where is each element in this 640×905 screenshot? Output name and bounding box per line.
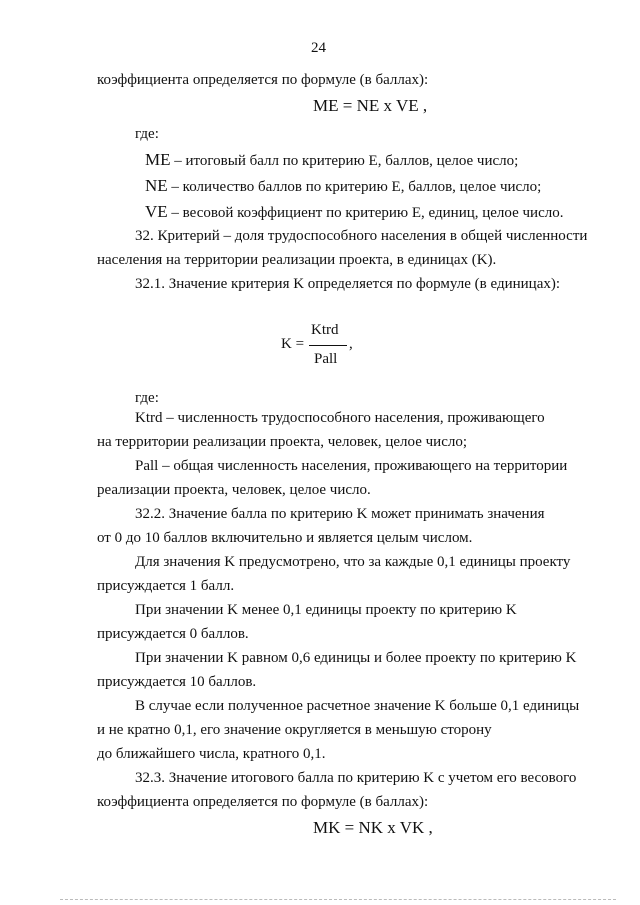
definition-ktrd-line1: Ktrd – численность трудоспособного населения, проживающего (135, 410, 545, 426)
k-step-line1: Для значения K предусмотрено, что за каждые 0,1 единицы проекту (135, 554, 571, 570)
definition-pall-line1: Pall – общая численность населения, проживающего на территории (135, 458, 568, 474)
k-max-line2: присуждается 10 баллов. (97, 674, 257, 690)
k-max-line1: При значении K равном 0,6 единицы и более проекту по критерию K (135, 650, 577, 666)
definition-pall-line2: реализации проекта, человек, целое число. (97, 482, 371, 498)
where-label: где: (135, 126, 159, 142)
fraction-numerator: Ktrd (311, 322, 339, 338)
rounding-line3: до ближайшего числа, кратного 0,1. (97, 746, 326, 762)
fraction-lhs: K = (281, 336, 305, 352)
formula-me: МE = NE x VE , (313, 96, 428, 115)
fraction-comma: , (349, 336, 353, 352)
fraction-denominator: Pall (314, 351, 338, 367)
definition-me (145, 150, 518, 171)
paragraph-32-2-line2: от 0 до 10 баллов включительно и является целым числом. (97, 530, 473, 546)
k-less-line1: При значении K менее 0,1 единицы проекту по критерию K (135, 602, 517, 618)
formula-mk: МK = NK x VK , (313, 818, 433, 837)
definition-ve (145, 202, 563, 223)
page-bottom-edge (60, 899, 616, 900)
definition-ve-text: – весовой коэффициент по критерию E, единиц, целое число. (167, 205, 564, 221)
text-line: коэффициента определяется по формуле (в баллах): (97, 72, 429, 88)
paragraph-32-1: 32.1. Значение критерия K определяется по формуле (в единицах): (135, 276, 561, 292)
page-number: 24 (311, 40, 326, 56)
paragraph-32-line1: 32. Критерий – доля трудоспособного населения в общей численности (135, 228, 588, 244)
symbol-ne: NE (145, 176, 168, 195)
definition-ne (145, 176, 541, 197)
rounding-line2: и не кратно 0,1, его значение округляется в меньшую сторону (97, 722, 492, 738)
paragraph-32-3-line1: 32.3. Значение итогового балла по критерию K с учетом его весового (135, 770, 577, 786)
fraction-bar (309, 345, 347, 346)
paragraph-32-2-line1: 32.2. Значение балла по критерию K может принимать значения (135, 506, 545, 522)
k-less-line2: присуждается 0 баллов. (97, 626, 249, 642)
definition-ne-text: – количество баллов по критерию E, баллов, целое число; (167, 179, 542, 195)
symbol-ve: VE (145, 202, 168, 221)
definition-ktrd-line2: на территории реализации проекта, человек, целое число; (97, 434, 468, 450)
definition-me-text: – итоговый балл по критерию E, баллов, целое число; (170, 153, 519, 169)
paragraph-32-3-line2: коэффициента определяется по формуле (в баллах): (97, 794, 429, 810)
k-step-line2: присуждается 1 балл. (97, 578, 235, 594)
rounding-line1: В случае если полученное расчетное значение K больше 0,1 единицы (135, 698, 580, 714)
paragraph-32-line2: населения на территории реализации проекта, в единицах (K). (97, 252, 497, 268)
symbol-me: МE (145, 150, 171, 169)
where-label: где: (135, 390, 159, 406)
